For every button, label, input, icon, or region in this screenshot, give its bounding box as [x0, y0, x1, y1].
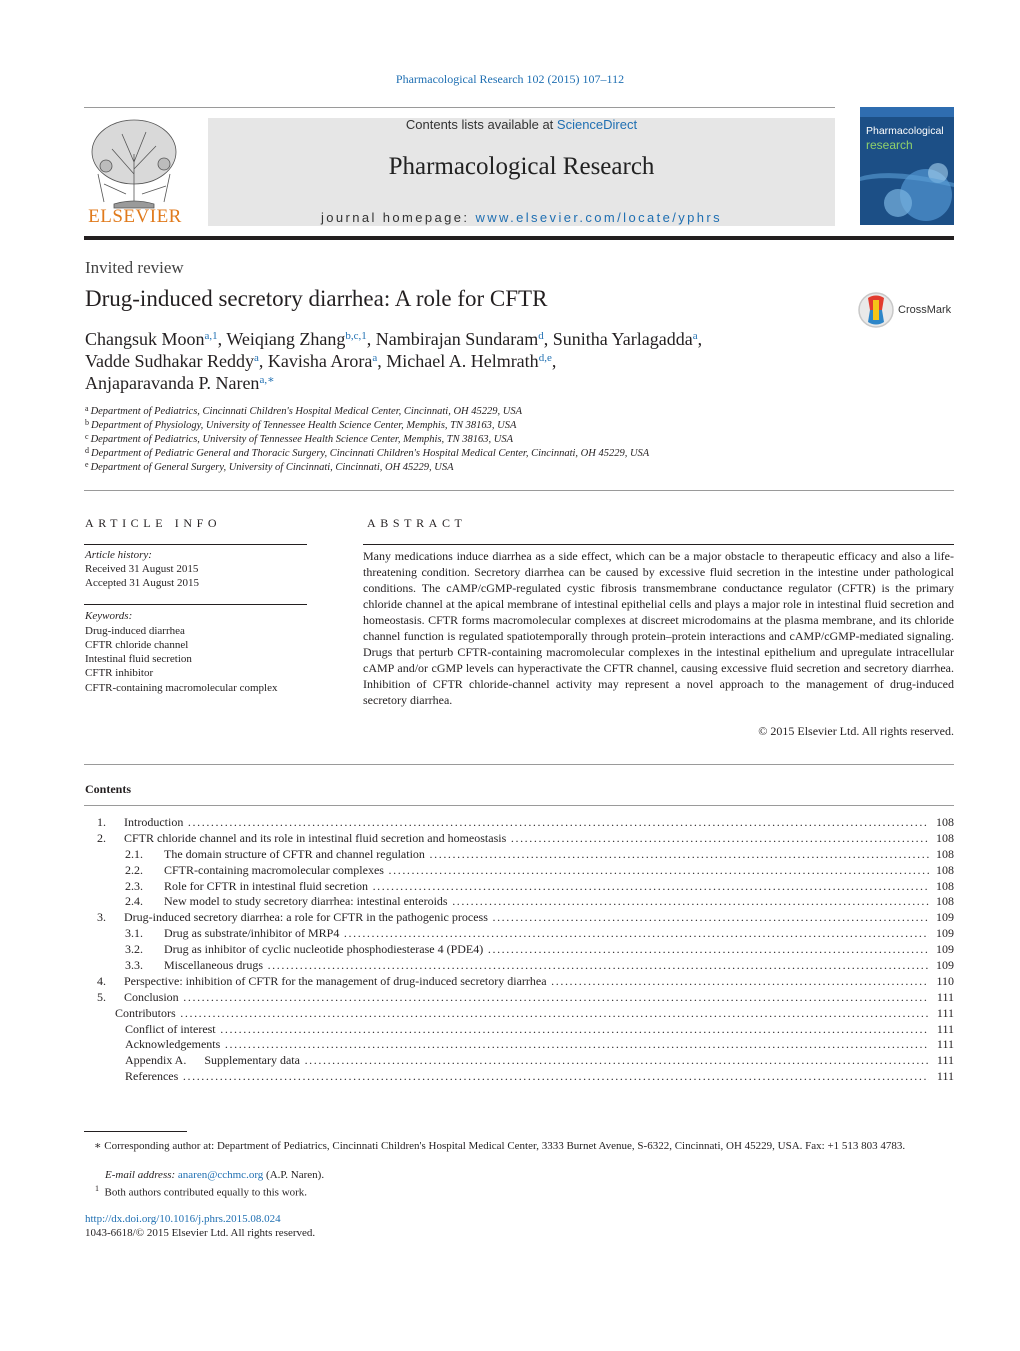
affiliation [85, 432, 513, 445]
author-line-2 [85, 351, 556, 372]
toc-page-number: 110 [929, 974, 954, 990]
author-aff-mark[interactable]: d,e [538, 352, 552, 364]
article-title: Drug-induced secretory diarrhea: A role for CFTR [85, 286, 548, 311]
crossmark-label[interactable]: CrossMark [898, 304, 952, 316]
toc-number: 5. [97, 989, 106, 1004]
author-aff-mark[interactable]: a,1 [204, 330, 218, 342]
journal-citation[interactable]: Pharmacological Research 102 (2015) 107–112 [395, 72, 625, 86]
toc-row[interactable] [84, 942, 954, 958]
equal-contribution-text: Both authors contributed equally to this work. [104, 1186, 308, 1199]
affiliation-mark: d [85, 446, 89, 455]
contents-title: Contents [85, 782, 132, 796]
info-rule [84, 604, 307, 605]
affiliation-mark: c [85, 432, 89, 441]
author-name[interactable]: Vadde Sudhakar Reddy [85, 351, 254, 371]
affiliation-mark: e [85, 460, 89, 469]
author-separator: , [217, 329, 227, 349]
toc-page-number: 109 [929, 958, 954, 974]
abstract-heading: ABSTRACT [367, 516, 467, 530]
affiliation-text: Department of Physiology, University of Tennessee Health Science Center, Memphis, TN 38163, USA [91, 420, 517, 431]
section-divider [84, 764, 954, 765]
footnote-rule [84, 1131, 187, 1132]
history-label: Article history: [85, 549, 152, 561]
contents-rule [84, 805, 954, 806]
author-aff-mark[interactable]: a,∗ [259, 374, 275, 386]
table-of-contents [84, 815, 954, 1085]
toc-row[interactable] [84, 894, 954, 910]
homepage-prefix: journal homepage: [320, 210, 476, 225]
header-top-rule [84, 107, 835, 108]
toc-row[interactable] [84, 926, 954, 942]
author-name[interactable]: Nambirajan Sundaram [375, 329, 539, 349]
author-separator: , [543, 329, 553, 349]
toc-number: 2.2. [125, 862, 143, 877]
author-name[interactable]: Michael A. Helmrath [386, 351, 539, 371]
homepage-link[interactable]: www.elsevier.com/locate/yphrs [475, 210, 723, 225]
author-aff-mark[interactable]: b,c,1 [345, 330, 367, 342]
keyword: CFTR-containing macromolecular complex [85, 682, 278, 694]
abstract-copyright: © 2015 Elsevier Ltd. All rights reserved. [758, 724, 954, 738]
author-name[interactable]: Sunitha Yarlagadda [552, 329, 693, 349]
author-separator: , [551, 351, 557, 371]
toc-entry-link[interactable]: Conflict of interest ..... [125, 1022, 929, 1038]
toc-entry-link[interactable]: Role for CFTR in intestinal fluid secretion ..... [164, 879, 929, 895]
toc-row[interactable] [84, 863, 954, 879]
toc-number: 3. [97, 910, 106, 925]
contents-prefix: Contents lists available at [405, 117, 557, 132]
toc-number: 3.2. [125, 942, 143, 957]
affiliation-text: Department of General Surgery, University of Cincinnati, Cincinnati, OH 45229, USA [90, 462, 454, 473]
author-aff-mark[interactable]: a [692, 330, 698, 342]
journal-homepage [208, 210, 835, 225]
toc-row[interactable] [84, 974, 954, 990]
toc-entry-link[interactable]: CFTR-containing macromolecular complexes ..... [164, 863, 929, 879]
toc-entry-link[interactable]: Contributors ..... [115, 1006, 929, 1022]
doi-link[interactable]: http://dx.doi.org/10.1016/j.phrs.2015.08.024 [85, 1213, 281, 1225]
author-line-3 [85, 373, 275, 394]
abstract-rule [363, 544, 954, 545]
author-separator: , [258, 351, 268, 371]
toc-page-number: 108 [929, 894, 954, 910]
cover-title-line-1: Pharmacological [866, 125, 944, 137]
toc-page-number: 108 [929, 847, 954, 863]
toc-number: 3.1. [125, 926, 143, 941]
toc-number: 4. [97, 973, 106, 988]
toc-row[interactable] [84, 958, 954, 974]
keyword: Drug-induced diarrhea [85, 625, 185, 637]
toc-page-number: 109 [929, 942, 954, 958]
toc-page-number: 111 [929, 990, 954, 1006]
toc-row[interactable] [84, 815, 954, 831]
toc-number: 2.1. [125, 846, 143, 861]
author-name[interactable]: Changsuk Moon [85, 329, 205, 349]
toc-row[interactable] [84, 1069, 954, 1085]
journal-cover-image[interactable] [860, 107, 954, 225]
affiliation-mark: a [85, 404, 89, 413]
affiliation [85, 418, 516, 431]
keywords-label: Keywords: [85, 610, 133, 622]
email-link[interactable]: anaren@cchmc.org [177, 1169, 264, 1181]
journal-name: Pharmacological Research [388, 153, 655, 180]
author-aff-mark[interactable]: d [538, 330, 544, 342]
toc-entry-link[interactable]: Acknowledgements ..... [125, 1037, 929, 1053]
toc-page-number: 111 [929, 1069, 954, 1085]
toc-entry-link[interactable]: CFTR chloride channel and its role in intestinal fluid secretion and homeostasis ..... [124, 831, 929, 847]
cover-title-line-2: research [866, 138, 913, 152]
contents-availability [208, 117, 835, 132]
email-suffix: (A.P. Naren). [263, 1169, 325, 1181]
accepted-date: Accepted 31 August 2015 [85, 577, 199, 589]
affiliation [85, 446, 649, 459]
toc-entry-link[interactable]: Drug as inhibitor of cyclic nucleotide phosphodiesterase 4 (PDE4) ..... [164, 942, 929, 958]
toc-entry-link[interactable]: Perspective: inhibition of CFTR for the management of drug-induced secretory diarrhea ..... [124, 974, 929, 990]
toc-page-number: 111 [929, 1022, 954, 1038]
toc-page-number: 111 [929, 1006, 954, 1022]
toc-row[interactable] [84, 879, 954, 895]
toc-number: 2. [97, 830, 106, 845]
email-note [85, 1168, 954, 1182]
author-aff-mark[interactable]: a [372, 352, 378, 364]
author-name[interactable]: Kavisha Arora [267, 351, 373, 371]
author-name[interactable]: Anjaparavanda P. Naren [85, 373, 260, 393]
toc-page-number: 108 [929, 815, 954, 831]
toc-row[interactable] [84, 847, 954, 863]
author-name[interactable]: Weiqiang Zhang [226, 329, 346, 349]
keyword: CFTR inhibitor [85, 667, 154, 679]
toc-page-number: 111 [929, 1037, 954, 1053]
toc-page-number: 108 [929, 863, 954, 879]
toc-row[interactable] [84, 831, 954, 847]
toc-entry-link[interactable]: Drug-induced secretory diarrhea: a role for CFTR in the pathogenic process ..... [124, 910, 929, 926]
keyword: CFTR chloride channel [85, 639, 189, 651]
section-divider [84, 490, 954, 491]
toc-page-number: 109 [929, 910, 954, 926]
toc-row[interactable] [84, 1053, 954, 1069]
toc-entry-link[interactable]: New model to study secretory diarrhea: intestinal enteroids ..... [164, 894, 929, 910]
keyword: Intestinal fluid secretion [85, 653, 192, 665]
affiliation [85, 404, 522, 417]
toc-entry-link[interactable]: Conclusion ..... [124, 990, 929, 1006]
elsevier-logo-text: ELSEVIER [88, 206, 182, 227]
toc-entry-link[interactable]: Appendix A. Supplementary data ..... [125, 1053, 929, 1069]
toc-entry-link[interactable]: Drug as substrate/inhibitor of MRP4 ..... [164, 926, 929, 942]
email-label: E-mail address: [105, 1169, 178, 1181]
toc-page-number: 108 [929, 831, 954, 847]
toc-page-number: 109 [929, 926, 954, 942]
crossmark-icon [858, 290, 896, 330]
affiliation-text: Department of Pediatric General and Thoracic Surgery, Cincinnati Children's Hospital Medical Center, Cincinnati, OH 45229, USA [91, 448, 650, 459]
toc-page-number: 108 [929, 879, 954, 895]
toc-row[interactable] [84, 990, 954, 1006]
sciencedirect-link[interactable]: ScienceDirect [556, 117, 638, 132]
affiliation-text: Department of Pediatrics, Cincinnati Children's Hospital Medical Center, Cincinnati, OH 45229, USA [90, 406, 523, 417]
equal-contribution-mark: 1 [95, 1184, 99, 1193]
received-date: Received 31 August 2015 [85, 563, 199, 575]
toc-row[interactable] [84, 910, 954, 926]
header-thick-rule [84, 236, 954, 240]
toc-entry-link[interactable]: Miscellaneous drugs ..... [164, 958, 929, 974]
toc-row[interactable] [84, 1006, 954, 1022]
toc-entry-link[interactable]: References ..... [125, 1069, 929, 1085]
toc-entry-link[interactable]: Introduction ..... [124, 815, 929, 831]
author-separator: , [377, 351, 387, 371]
toc-number: 3.3. [125, 958, 143, 973]
toc-row[interactable] [84, 1022, 954, 1038]
author-aff-mark[interactable]: a [253, 352, 259, 364]
article-info-heading: ARTICLE INFO [85, 516, 222, 530]
issn-copyright: 1043-6618/© 2015 Elsevier Ltd. All rights reserved. [85, 1227, 316, 1239]
affiliation [85, 460, 454, 473]
affiliation-mark: b [85, 418, 89, 427]
toc-entry-link[interactable]: The domain structure of CFTR and channel regulation ..... [164, 847, 929, 863]
toc-number: 2.3. [125, 878, 143, 893]
article-type: Invited review [85, 258, 184, 277]
abstract-text: Many medications induce diarrhea as a side effect, which can be a major obstacle to therapeutic efficacy and also a life-threatening condition. Secretory diarrhea can be caused by excessive fluid secretion in the intestine under pathological conditions. The cAMP/cGMP-regulated cystic fibrosis transmembrane conductance regulator (CFTR) is the primary chloride channel at the apical membrane of intestinal epithelial cells and plays a major role in intestinal fluid secretion and homeostasis. CFTR forms macromolecular complexes at discreet microdomains at the plasma membrane, and its chloride channel function is regulated spatiotemporally through protein–protein interactions and cAMP/cGMP-mediated signaling. Drugs that perturb CFTR-containing macromolecular complexes in the intestinal epithelium and upregulate intracellular cAMP and/or cGMP levels can hyperactivate the CFTR channel, causing excessive fluid secretion and secretory diarrhea. Inhibition of CFTR chloride-channel activity may represent a novel approach to the management of drug-induced secretory diarrhea. [363, 549, 954, 707]
author-separator: , [366, 329, 376, 349]
toc-number: 2.4. [125, 894, 143, 909]
author-line-1 [85, 329, 702, 350]
corresponding-author-note: ∗ Corresponding author at: Department of Pediatrics, Cincinnati Children's Hospital Medical Center, 3333 Burnet Avenue, S-6322, Cincinnati, OH 45229, USA. Fax: +1 513 803 4783. [94, 1140, 906, 1152]
toc-page-number: 111 [929, 1053, 954, 1069]
info-rule [84, 544, 307, 545]
author-separator: , [697, 329, 703, 349]
equal-contribution-note [85, 1182, 954, 1200]
toc-number: 1. [97, 815, 106, 829]
affiliation-text: Department of Pediatrics, University of Tennessee Health Science Center, Memphis, TN 38163, USA [90, 434, 514, 445]
toc-row[interactable] [84, 1037, 954, 1053]
